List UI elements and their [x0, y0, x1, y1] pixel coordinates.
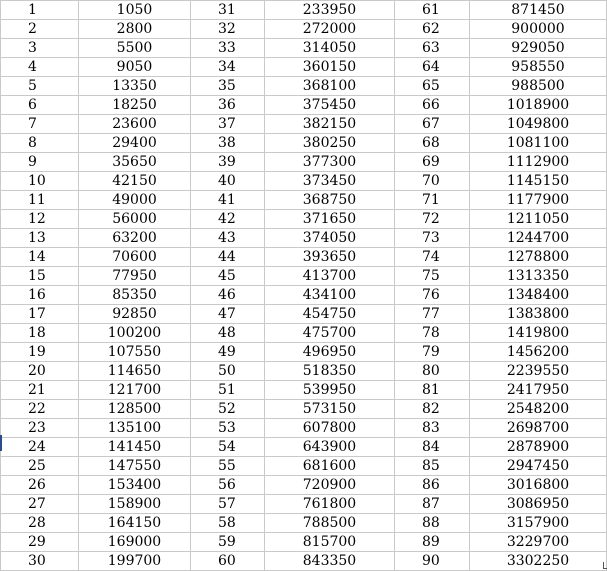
level-cell[interactable]: 65: [395, 77, 470, 96]
level-cell[interactable]: 47: [191, 305, 265, 324]
level-cell[interactable]: 8: [1, 134, 79, 153]
value-cell[interactable]: 843350: [265, 552, 395, 571]
value-cell[interactable]: 1145150: [470, 172, 607, 191]
value-cell[interactable]: 643900: [265, 438, 395, 457]
value-cell[interactable]: 988500: [470, 77, 607, 96]
value-cell[interactable]: 380250: [265, 134, 395, 153]
value-cell[interactable]: 100200: [79, 324, 191, 343]
table-row: [1, 153, 607, 172]
value-cell[interactable]: 49000: [79, 191, 191, 210]
table-row: [1, 305, 607, 324]
value-cell[interactable]: 1018900: [470, 96, 607, 115]
level-cell[interactable]: 33: [191, 39, 265, 58]
level-cell[interactable]: 89: [395, 533, 470, 552]
level-cell[interactable]: 22: [1, 400, 79, 419]
level-cell[interactable]: 54: [191, 438, 265, 457]
value-cell[interactable]: 42150: [79, 172, 191, 191]
level-cell[interactable]: 45: [191, 267, 265, 286]
table-row: [1, 324, 607, 343]
level-cell[interactable]: 7: [1, 115, 79, 134]
value-cell[interactable]: 2800: [79, 20, 191, 39]
value-cell[interactable]: 2947450: [470, 457, 607, 476]
level-cell[interactable]: 72: [395, 210, 470, 229]
row-selection-marker: [0, 435, 2, 451]
level-cell[interactable]: 19: [1, 343, 79, 362]
level-cell[interactable]: 15: [1, 267, 79, 286]
level-cell[interactable]: 27: [1, 495, 79, 514]
level-cell[interactable]: 24: [1, 438, 79, 457]
value-cell[interactable]: 107550: [79, 343, 191, 362]
level-cell[interactable]: 49: [191, 343, 265, 362]
level-cell[interactable]: 75: [395, 267, 470, 286]
level-cell[interactable]: 28: [1, 514, 79, 533]
level-cell[interactable]: 50: [191, 362, 265, 381]
value-cell[interactable]: 3016800: [470, 476, 607, 495]
level-cell[interactable]: 29: [1, 533, 79, 552]
level-cell[interactable]: 16: [1, 286, 79, 305]
level-cell[interactable]: 4: [1, 58, 79, 77]
level-cell[interactable]: 51: [191, 381, 265, 400]
level-cell[interactable]: 31: [191, 1, 265, 20]
level-cell[interactable]: 76: [395, 286, 470, 305]
level-cell[interactable]: 17: [1, 305, 79, 324]
level-cell[interactable]: 2: [1, 20, 79, 39]
table-row: [1, 343, 607, 362]
value-cell[interactable]: 929050: [470, 39, 607, 58]
level-cell[interactable]: 26: [1, 476, 79, 495]
level-cell[interactable]: 56: [191, 476, 265, 495]
value-cell[interactable]: 2239550: [470, 362, 607, 381]
level-cell[interactable]: 86: [395, 476, 470, 495]
value-cell[interactable]: 1383800: [470, 305, 607, 324]
level-cell[interactable]: 90: [395, 552, 470, 571]
value-cell[interactable]: 1244700: [470, 229, 607, 248]
level-cell[interactable]: 60: [191, 552, 265, 571]
level-cell[interactable]: 6: [1, 96, 79, 115]
level-cell[interactable]: 52: [191, 400, 265, 419]
level-cell[interactable]: 62: [395, 20, 470, 39]
value-cell[interactable]: 1348400: [470, 286, 607, 305]
table-row: [1, 438, 607, 457]
level-cell[interactable]: 87: [395, 495, 470, 514]
value-cell[interactable]: 3229700: [470, 533, 607, 552]
level-cell[interactable]: 9: [1, 153, 79, 172]
value-cell[interactable]: 3302250: [470, 552, 607, 571]
table-row: [1, 495, 607, 514]
table-row: [1, 229, 607, 248]
value-cell[interactable]: 199700: [79, 552, 191, 571]
level-cell[interactable]: 57: [191, 495, 265, 514]
value-cell[interactable]: 1456200: [470, 343, 607, 362]
level-cell[interactable]: 79: [395, 343, 470, 362]
value-cell[interactable]: 375450: [265, 96, 395, 115]
value-cell[interactable]: 2698700: [470, 419, 607, 438]
value-cell[interactable]: 1049800: [470, 115, 607, 134]
level-cell[interactable]: 81: [395, 381, 470, 400]
value-cell[interactable]: 128500: [79, 400, 191, 419]
level-cell[interactable]: 67: [395, 115, 470, 134]
level-cell[interactable]: 30: [1, 552, 79, 571]
level-cell[interactable]: 40: [191, 172, 265, 191]
level-cell[interactable]: 84: [395, 438, 470, 457]
table-row: [1, 248, 607, 267]
value-cell[interactable]: 518350: [265, 362, 395, 381]
level-cell[interactable]: 23: [1, 419, 79, 438]
value-cell[interactable]: 1177900: [470, 191, 607, 210]
value-cell[interactable]: 2878900: [470, 438, 607, 457]
table-row: [1, 533, 607, 552]
level-cell[interactable]: 59: [191, 533, 265, 552]
level-cell[interactable]: 71: [395, 191, 470, 210]
level-cell[interactable]: 36: [191, 96, 265, 115]
value-cell[interactable]: 169000: [79, 533, 191, 552]
value-cell[interactable]: 607800: [265, 419, 395, 438]
value-cell[interactable]: 1419800: [470, 324, 607, 343]
value-cell[interactable]: 3157900: [470, 514, 607, 533]
value-cell[interactable]: 413700: [265, 267, 395, 286]
value-cell[interactable]: 85350: [79, 286, 191, 305]
value-cell[interactable]: 434100: [265, 286, 395, 305]
level-cell[interactable]: 38: [191, 134, 265, 153]
value-cell[interactable]: 77950: [79, 267, 191, 286]
table-row: [1, 39, 607, 58]
level-cell[interactable]: 53: [191, 419, 265, 438]
level-cell[interactable]: 34: [191, 58, 265, 77]
value-cell[interactable]: 373450: [265, 172, 395, 191]
table-row: [1, 362, 607, 381]
value-cell[interactable]: 2548200: [470, 400, 607, 419]
table-row: [1, 134, 607, 153]
level-cell[interactable]: 10: [1, 172, 79, 191]
value-cell[interactable]: 5500: [79, 39, 191, 58]
value-cell[interactable]: 158900: [79, 495, 191, 514]
value-cell[interactable]: 2417950: [470, 381, 607, 400]
table-row: [1, 286, 607, 305]
level-cell[interactable]: 64: [395, 58, 470, 77]
level-cell[interactable]: 77: [395, 305, 470, 324]
value-cell[interactable]: 475700: [265, 324, 395, 343]
value-cell[interactable]: 29400: [79, 134, 191, 153]
value-cell[interactable]: 374050: [265, 229, 395, 248]
value-cell[interactable]: 92850: [79, 305, 191, 324]
level-cell[interactable]: 43: [191, 229, 265, 248]
table-row: [1, 381, 607, 400]
value-cell[interactable]: 393650: [265, 248, 395, 267]
value-cell[interactable]: 761800: [265, 495, 395, 514]
level-cell[interactable]: 66: [395, 96, 470, 115]
table-row: [1, 1, 607, 20]
value-cell[interactable]: 135100: [79, 419, 191, 438]
level-cell[interactable]: 85: [395, 457, 470, 476]
level-cell[interactable]: 25: [1, 457, 79, 476]
resize-handle-icon[interactable]: [603, 562, 607, 569]
value-cell[interactable]: 496950: [265, 343, 395, 362]
value-cell[interactable]: 114650: [79, 362, 191, 381]
value-cell[interactable]: 9050: [79, 58, 191, 77]
level-cell[interactable]: 48: [191, 324, 265, 343]
value-cell[interactable]: 35650: [79, 153, 191, 172]
value-cell[interactable]: 368100: [265, 77, 395, 96]
value-cell[interactable]: 164150: [79, 514, 191, 533]
value-cell[interactable]: 141450: [79, 438, 191, 457]
level-cell[interactable]: 20: [1, 362, 79, 381]
value-cell[interactable]: 1211050: [470, 210, 607, 229]
table-row: [1, 457, 607, 476]
table-row: [1, 58, 607, 77]
level-cell[interactable]: 41: [191, 191, 265, 210]
value-cell[interactable]: 3086950: [470, 495, 607, 514]
table-row: [1, 77, 607, 96]
level-cell[interactable]: 78: [395, 324, 470, 343]
level-cell[interactable]: 46: [191, 286, 265, 305]
value-cell[interactable]: 63200: [79, 229, 191, 248]
level-cell[interactable]: 37: [191, 115, 265, 134]
value-cell[interactable]: 573150: [265, 400, 395, 419]
table-row: [1, 210, 607, 229]
value-cell[interactable]: 815700: [265, 533, 395, 552]
level-cell[interactable]: 12: [1, 210, 79, 229]
level-cell[interactable]: 21: [1, 381, 79, 400]
value-cell[interactable]: 720900: [265, 476, 395, 495]
level-cell[interactable]: 70: [395, 172, 470, 191]
level-cell[interactable]: 88: [395, 514, 470, 533]
level-cell[interactable]: 83: [395, 419, 470, 438]
value-cell[interactable]: 377300: [265, 153, 395, 172]
table-row: [1, 552, 607, 571]
table-row: [1, 476, 607, 495]
value-cell[interactable]: 871450: [470, 1, 607, 20]
level-cell[interactable]: 44: [191, 248, 265, 267]
level-cell[interactable]: 74: [395, 248, 470, 267]
level-cell[interactable]: 3: [1, 39, 79, 58]
table-row: [1, 172, 607, 191]
level-cell[interactable]: 39: [191, 153, 265, 172]
value-cell[interactable]: 1278800: [470, 248, 607, 267]
level-cell[interactable]: 13: [1, 229, 79, 248]
value-cell[interactable]: 272000: [265, 20, 395, 39]
value-cell[interactable]: 958550: [470, 58, 607, 77]
level-cell[interactable]: 35: [191, 77, 265, 96]
value-cell[interactable]: 1050: [79, 1, 191, 20]
level-cell[interactable]: 63: [395, 39, 470, 58]
value-cell[interactable]: 56000: [79, 210, 191, 229]
value-cell[interactable]: 18250: [79, 96, 191, 115]
value-cell[interactable]: 121700: [79, 381, 191, 400]
value-cell[interactable]: 681600: [265, 457, 395, 476]
value-cell[interactable]: 23600: [79, 115, 191, 134]
level-cell[interactable]: 32: [191, 20, 265, 39]
value-cell[interactable]: 147550: [79, 457, 191, 476]
level-cell[interactable]: 58: [191, 514, 265, 533]
level-cell[interactable]: 1: [1, 1, 79, 20]
value-cell[interactable]: 382150: [265, 115, 395, 134]
table-row: [1, 514, 607, 533]
value-cell[interactable]: 539950: [265, 381, 395, 400]
level-cell[interactable]: 42: [191, 210, 265, 229]
table-row: [1, 191, 607, 210]
value-cell[interactable]: 1313350: [470, 267, 607, 286]
level-cell[interactable]: 82: [395, 400, 470, 419]
value-cell[interactable]: 454750: [265, 305, 395, 324]
level-cell[interactable]: 11: [1, 191, 79, 210]
table-row: [1, 419, 607, 438]
value-cell[interactable]: 788500: [265, 514, 395, 533]
level-cell[interactable]: 5: [1, 77, 79, 96]
value-cell[interactable]: 153400: [79, 476, 191, 495]
level-cell[interactable]: 18: [1, 324, 79, 343]
level-cell[interactable]: 61: [395, 1, 470, 20]
value-cell[interactable]: 360150: [265, 58, 395, 77]
value-cell[interactable]: 1081100: [470, 134, 607, 153]
value-cell[interactable]: 233950: [265, 1, 395, 20]
value-cell[interactable]: 900000: [470, 20, 607, 39]
table-row: [1, 400, 607, 419]
table-body: [1, 1, 607, 571]
level-cell[interactable]: 55: [191, 457, 265, 476]
value-cell[interactable]: 368750: [265, 191, 395, 210]
value-cell[interactable]: 314050: [265, 39, 395, 58]
table-row: [1, 115, 607, 134]
table-row: [1, 96, 607, 115]
level-cell[interactable]: 68: [395, 134, 470, 153]
level-cell[interactable]: 80: [395, 362, 470, 381]
value-cell[interactable]: 70600: [79, 248, 191, 267]
level-cell[interactable]: 73: [395, 229, 470, 248]
value-cell[interactable]: 371650: [265, 210, 395, 229]
value-cell[interactable]: 13350: [79, 77, 191, 96]
table-row: [1, 20, 607, 39]
value-cell[interactable]: 1112900: [470, 153, 607, 172]
table-row: [1, 267, 607, 286]
level-cell[interactable]: 14: [1, 248, 79, 267]
level-cell[interactable]: 69: [395, 153, 470, 172]
